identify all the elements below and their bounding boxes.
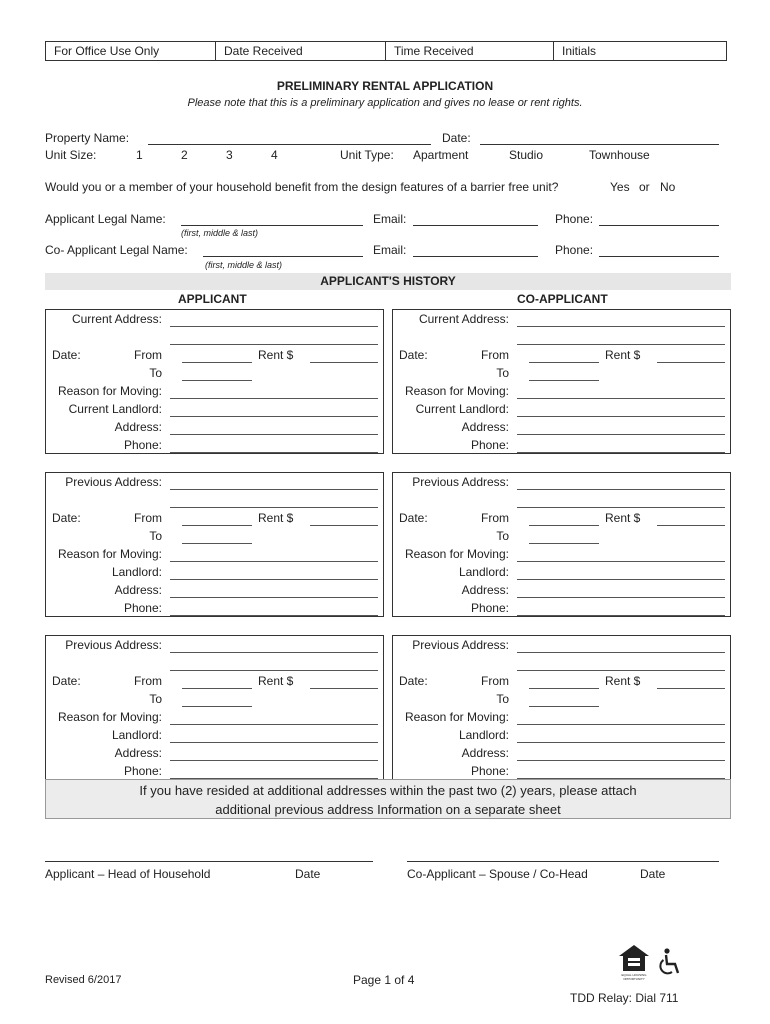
from-label: From: [481, 348, 509, 362]
from-label: From: [481, 511, 509, 525]
from-label: From: [134, 348, 162, 362]
rent-field[interactable]: [657, 688, 725, 689]
date-field[interactable]: [480, 144, 719, 145]
date-received-cell: Date Received: [216, 42, 386, 60]
form-subtitle: Please note that this is a preliminary application and gives no lease or rent rights.: [187, 97, 583, 109]
time-received-cell: Time Received: [386, 42, 554, 60]
notice-line-1: If you have resided at additional addresses within the past two (2) years, please attach: [139, 783, 637, 798]
page-number: Page 1 of 4: [353, 973, 415, 987]
unit-type-option[interactable]: Townhouse: [589, 148, 650, 162]
rent-field[interactable]: [310, 688, 378, 689]
landlord-field[interactable]: [517, 579, 725, 580]
rent-field[interactable]: [657, 362, 725, 363]
tdd-relay: TDD Relay: Dial 711: [570, 991, 679, 1005]
revised-date: Revised 6/2017: [45, 974, 122, 986]
property-name-label: Property Name:: [45, 131, 130, 145]
applicant-signature-line[interactable]: [45, 861, 373, 862]
rent-label: Rent $: [605, 511, 641, 525]
to-field[interactable]: [182, 706, 252, 707]
rent-label: Rent $: [605, 674, 641, 688]
landlord-label: Current Landlord:: [68, 402, 162, 416]
landlord-address-field[interactable]: [170, 760, 378, 761]
landlord-address-field[interactable]: [170, 434, 378, 435]
reason-label: Reason for Moving:: [404, 710, 509, 724]
landlord-address-field[interactable]: [517, 434, 725, 435]
reason-field[interactable]: [170, 724, 378, 725]
reason-label: Reason for Moving:: [57, 547, 162, 561]
notice-line-2: additional previous address Information on a separate sheet: [215, 802, 561, 817]
landlord-address-field[interactable]: [170, 597, 378, 598]
co-applicant-name-label: Co- Applicant Legal Name:: [45, 243, 188, 257]
reason-field[interactable]: [517, 724, 725, 725]
co-applicant-email-label: Email:: [373, 243, 407, 257]
landlord-phone-label: Phone:: [470, 601, 509, 615]
previous-address-label: Previous Address:: [412, 475, 509, 489]
landlord-address-field[interactable]: [517, 760, 725, 761]
previous-address-box: [45, 635, 384, 780]
from-label: From: [134, 674, 162, 688]
unit-type-label: Unit Type:: [340, 148, 394, 162]
equal-housing-icon: [618, 944, 650, 980]
wheelchair-icon: [658, 948, 682, 978]
unit-size-label: Unit Size:: [45, 148, 97, 162]
landlord-address-label: Address:: [461, 583, 509, 597]
landlord-label: Landlord:: [111, 728, 162, 742]
office-use-table: [45, 41, 727, 61]
to-field[interactable]: [529, 543, 599, 544]
reason-label: Reason for Moving:: [57, 710, 162, 724]
co-applicant-date-label: Date: [640, 867, 666, 881]
landlord-phone-label: Phone:: [123, 764, 162, 778]
from-field[interactable]: [182, 362, 252, 363]
date-label: Date:: [399, 348, 428, 362]
from-field[interactable]: [529, 362, 599, 363]
to-field[interactable]: [182, 543, 252, 544]
landlord-phone-label: Phone:: [123, 438, 162, 452]
address-line-1[interactable]: [517, 326, 725, 327]
address-line-1[interactable]: [170, 489, 378, 490]
date-label: Date:: [399, 674, 428, 688]
landlord-label: Landlord:: [111, 565, 162, 579]
unit-size-option[interactable]: 4: [271, 148, 278, 162]
co-applicant-signature-line[interactable]: [407, 861, 719, 862]
address-line-1[interactable]: [517, 489, 725, 490]
from-label: From: [481, 674, 509, 688]
address-line-2[interactable]: [517, 507, 725, 508]
previous-address-label: Previous Address:: [412, 638, 509, 652]
previous-address-label: Previous Address:: [65, 475, 162, 489]
reason-label: Reason for Moving:: [404, 384, 509, 398]
rent-label: Rent $: [258, 511, 294, 525]
landlord-address-label: Address:: [114, 746, 162, 760]
unit-size-option[interactable]: 2: [181, 148, 188, 162]
co-applicant-name-field[interactable]: [203, 256, 363, 257]
applicant-column-header: APPLICANT: [178, 292, 247, 306]
landlord-phone-label: Phone:: [123, 601, 162, 615]
from-field[interactable]: [529, 688, 599, 689]
unit-size-option[interactable]: 3: [226, 148, 233, 162]
initials-cell: Initials: [562, 44, 597, 58]
date-label: Date:: [52, 674, 81, 688]
co-applicant-name-hint: (first, middle & last): [205, 260, 283, 270]
rent-field[interactable]: [310, 362, 378, 363]
to-label: To: [496, 692, 509, 706]
date-label: Date:: [442, 131, 471, 145]
to-label: To: [149, 692, 162, 706]
address-line-2[interactable]: [170, 507, 378, 508]
date-label: Date:: [52, 348, 81, 362]
applicant-name-label: Applicant Legal Name:: [45, 212, 166, 226]
applicant-phone-label: Phone:: [555, 212, 594, 226]
current-address-label: Current Address:: [418, 312, 509, 326]
rent-label: Rent $: [258, 348, 294, 362]
co-applicant-column-header: CO-APPLICANT: [517, 292, 608, 306]
barrier-question: Would you or a member of your household benefit from the design features of a barrier free unit?: [45, 180, 559, 194]
to-label: To: [496, 529, 509, 543]
co-applicant-phone-label: Phone:: [555, 243, 594, 257]
co-applicant-signature-label: Co-Applicant – Spouse / Co-Head: [407, 867, 588, 881]
unit-type-option[interactable]: Apartment: [413, 148, 469, 162]
unit-type-option[interactable]: Studio: [509, 148, 544, 162]
landlord-address-label: Address:: [114, 583, 162, 597]
rent-label: Rent $: [258, 674, 294, 688]
landlord-phone-field[interactable]: [170, 452, 378, 453]
barrier-yes[interactable]: Yes: [610, 180, 630, 194]
landlord-phone-label: Phone:: [470, 438, 509, 452]
to-field[interactable]: [529, 380, 599, 381]
unit-size-option[interactable]: 1: [136, 148, 143, 162]
history-section-header: APPLICANT'S HISTORY: [45, 273, 731, 290]
reason-field[interactable]: [170, 561, 378, 562]
current-address-box: [392, 309, 731, 454]
landlord-field[interactable]: [170, 579, 378, 580]
landlord-address-field[interactable]: [517, 597, 725, 598]
rent-field[interactable]: [657, 525, 725, 526]
landlord-address-label: Address:: [461, 746, 509, 760]
equal-housing-text: EQUAL HOUSING OPPORTUNITY: [621, 973, 647, 981]
rent-field[interactable]: [310, 525, 378, 526]
landlord-field[interactable]: [170, 742, 378, 743]
landlord-label: Landlord:: [458, 728, 509, 742]
from-field[interactable]: [182, 525, 252, 526]
from-label: From: [134, 511, 162, 525]
landlord-field[interactable]: [517, 416, 725, 417]
reason-label: Reason for Moving:: [57, 384, 162, 398]
applicant-name-field[interactable]: [181, 225, 363, 226]
co-applicant-email-field[interactable]: [413, 256, 538, 257]
applicant-email-field[interactable]: [413, 225, 538, 226]
to-field[interactable]: [182, 380, 252, 381]
landlord-field[interactable]: [170, 416, 378, 417]
landlord-label: Current Landlord:: [415, 402, 509, 416]
previous-address-box: [45, 472, 384, 617]
previous-address-label: Previous Address:: [65, 638, 162, 652]
rent-label: Rent $: [605, 348, 641, 362]
address-line-1[interactable]: [170, 326, 378, 327]
from-field[interactable]: [529, 525, 599, 526]
applicant-name-hint: (first, middle & last): [181, 228, 259, 238]
address-line-2[interactable]: [517, 670, 725, 671]
address-line-2[interactable]: [170, 344, 378, 345]
reason-field[interactable]: [170, 398, 378, 399]
barrier-or: or: [639, 180, 650, 194]
form-title: PRELIMINARY RENTAL APPLICATION: [276, 79, 494, 93]
applicant-signature-label: Applicant – Head of Household: [45, 867, 211, 881]
previous-address-box: [392, 472, 731, 617]
reason-label: Reason for Moving:: [404, 547, 509, 561]
landlord-phone-field[interactable]: [517, 615, 725, 616]
date-label: Date:: [52, 511, 81, 525]
reason-field[interactable]: [517, 561, 725, 562]
applicant-date-label: Date: [295, 867, 321, 881]
barrier-no[interactable]: No: [660, 180, 676, 194]
previous-address-box: [392, 635, 731, 780]
to-label: To: [496, 366, 509, 380]
current-address-label: Current Address:: [71, 312, 162, 326]
current-address-box: [45, 309, 384, 454]
applicant-email-label: Email:: [373, 212, 407, 226]
landlord-phone-field[interactable]: [517, 452, 725, 453]
to-label: To: [149, 529, 162, 543]
address-line-2[interactable]: [517, 344, 725, 345]
office-use-cell: For Office Use Only: [46, 42, 216, 60]
date-label: Date:: [399, 511, 428, 525]
landlord-phone-field[interactable]: [170, 615, 378, 616]
landlord-address-label: Address:: [461, 420, 509, 434]
address-line-2[interactable]: [170, 670, 378, 671]
reason-field[interactable]: [517, 398, 725, 399]
co-applicant-phone-field[interactable]: [599, 256, 719, 257]
additional-address-notice: [45, 779, 731, 819]
landlord-phone-label: Phone:: [470, 764, 509, 778]
landlord-address-label: Address:: [114, 420, 162, 434]
landlord-field[interactable]: [517, 742, 725, 743]
applicant-phone-field[interactable]: [599, 225, 719, 226]
address-line-1[interactable]: [517, 652, 725, 653]
property-name-field[interactable]: [148, 144, 431, 145]
address-line-1[interactable]: [170, 652, 378, 653]
from-field[interactable]: [182, 688, 252, 689]
to-label: To: [149, 366, 162, 380]
to-field[interactable]: [529, 706, 599, 707]
landlord-label: Landlord:: [458, 565, 509, 579]
